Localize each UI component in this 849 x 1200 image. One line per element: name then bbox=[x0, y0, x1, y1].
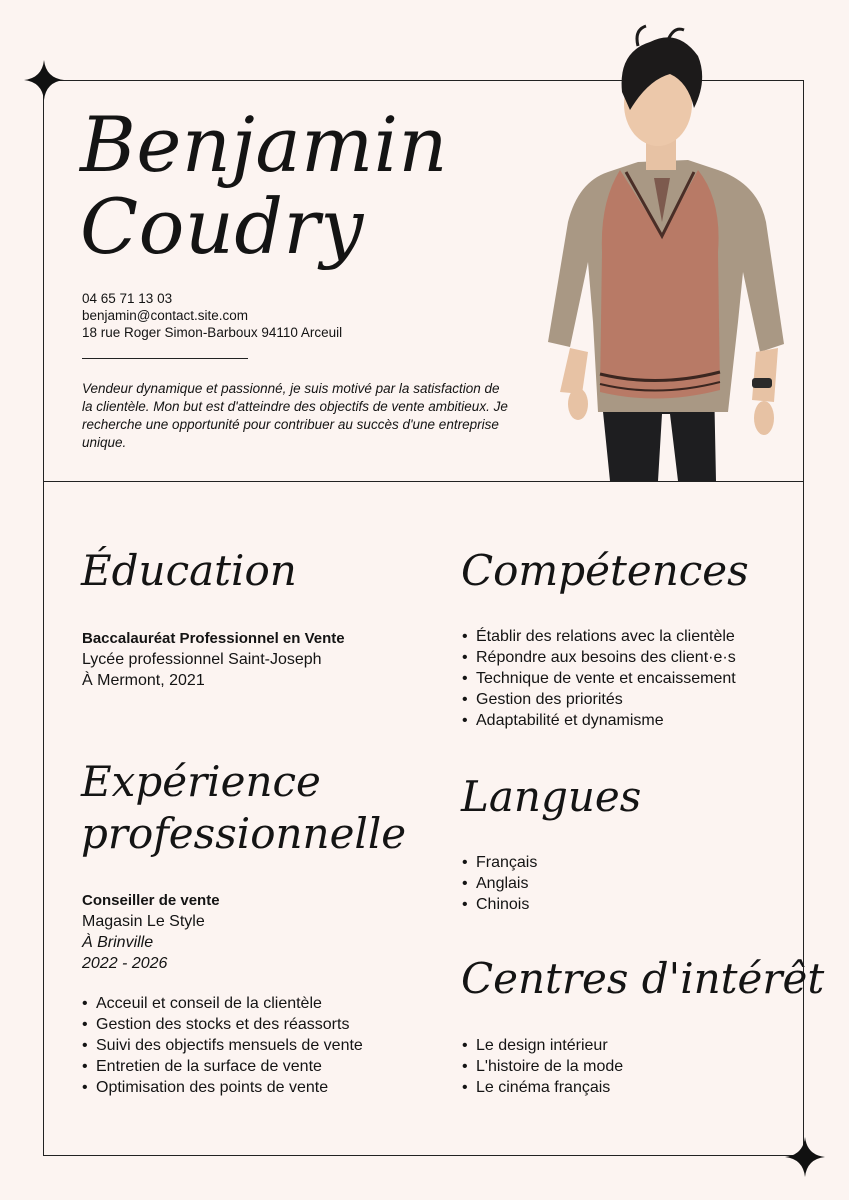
sparkle-star-icon bbox=[24, 60, 64, 100]
languages-list bbox=[462, 852, 537, 915]
sparkle-star-icon bbox=[785, 1137, 825, 1177]
contact-block bbox=[82, 290, 342, 341]
languages-title: Langues bbox=[461, 772, 642, 821]
company-name: Magasin Le Style bbox=[82, 913, 205, 930]
person-photo bbox=[538, 22, 794, 481]
list-item: • Établir des relations avec la clientèle bbox=[462, 626, 736, 647]
profile-summary: Vendeur dynamique et passionné, je suis motivé par la satisfaction de la clientèle. Mon but est d'atteindre des objectifs de vente ambitieux. Je recherche une opportunité pour contribuer au succès d'une entreprise unique. bbox=[82, 381, 508, 450]
degree-name: Baccalauréat Professionnel en Vente bbox=[82, 630, 345, 647]
education-title: Éducation bbox=[81, 546, 297, 595]
experience-title-line1: Expérience bbox=[81, 757, 321, 806]
list-item: • Adaptabilité et dynamisme bbox=[462, 710, 736, 731]
list-item: • Répondre aux besoins des client·e·s bbox=[462, 647, 736, 668]
interests-title: Centres d'intérêt bbox=[461, 954, 825, 1003]
list-item: • Le design intérieur bbox=[462, 1035, 623, 1056]
experience-title-line2: professionnelle bbox=[81, 809, 407, 858]
first-name: Benjamin bbox=[80, 100, 448, 189]
list-item: • Gestion des priorités bbox=[462, 689, 736, 710]
list-item: • Chinois bbox=[462, 894, 537, 915]
header-divider bbox=[43, 481, 804, 482]
list-item: • Gestion des stocks et des réassorts bbox=[82, 1014, 363, 1035]
school-name: Lycée professionnel Saint-Joseph bbox=[82, 651, 322, 668]
experience-title bbox=[81, 756, 406, 860]
interests-list bbox=[462, 1035, 623, 1098]
list-item: • Technique de vente et encaissement bbox=[462, 668, 736, 689]
candidate-name bbox=[80, 100, 448, 271]
phone-number: 04 65 71 13 03 bbox=[82, 291, 173, 306]
list-item: • Français bbox=[462, 852, 537, 873]
last-name: Coudry bbox=[80, 182, 364, 271]
postal-address: 18 rue Roger Simon-Barboux 94110 Arceuil bbox=[82, 325, 343, 340]
experience-entry bbox=[82, 890, 220, 974]
education-entry bbox=[82, 628, 345, 691]
list-item: • Entretien de la surface de vente bbox=[82, 1056, 363, 1077]
job-period: 2022 - 2026 bbox=[82, 955, 168, 972]
job-location: À Brinville bbox=[82, 934, 154, 951]
skills-title: Compétences bbox=[461, 546, 749, 595]
contact-rule bbox=[82, 358, 248, 359]
list-item: • Anglais bbox=[462, 873, 537, 894]
list-item: • Suivi des objectifs mensuels de vente bbox=[82, 1035, 363, 1056]
email-address: benjamin@contact.site.com bbox=[82, 308, 249, 323]
skills-list bbox=[462, 626, 736, 731]
list-item: • Le cinéma français bbox=[462, 1077, 623, 1098]
list-item: • Acceuil et conseil de la clientèle bbox=[82, 993, 363, 1014]
list-item: • L'histoire de la mode bbox=[462, 1056, 623, 1077]
list-item: • Optimisation des points de vente bbox=[82, 1077, 363, 1098]
education-place-year: À Mermont, 2021 bbox=[82, 672, 205, 689]
experience-task-list bbox=[82, 993, 363, 1098]
job-role: Conseiller de vente bbox=[82, 892, 220, 909]
